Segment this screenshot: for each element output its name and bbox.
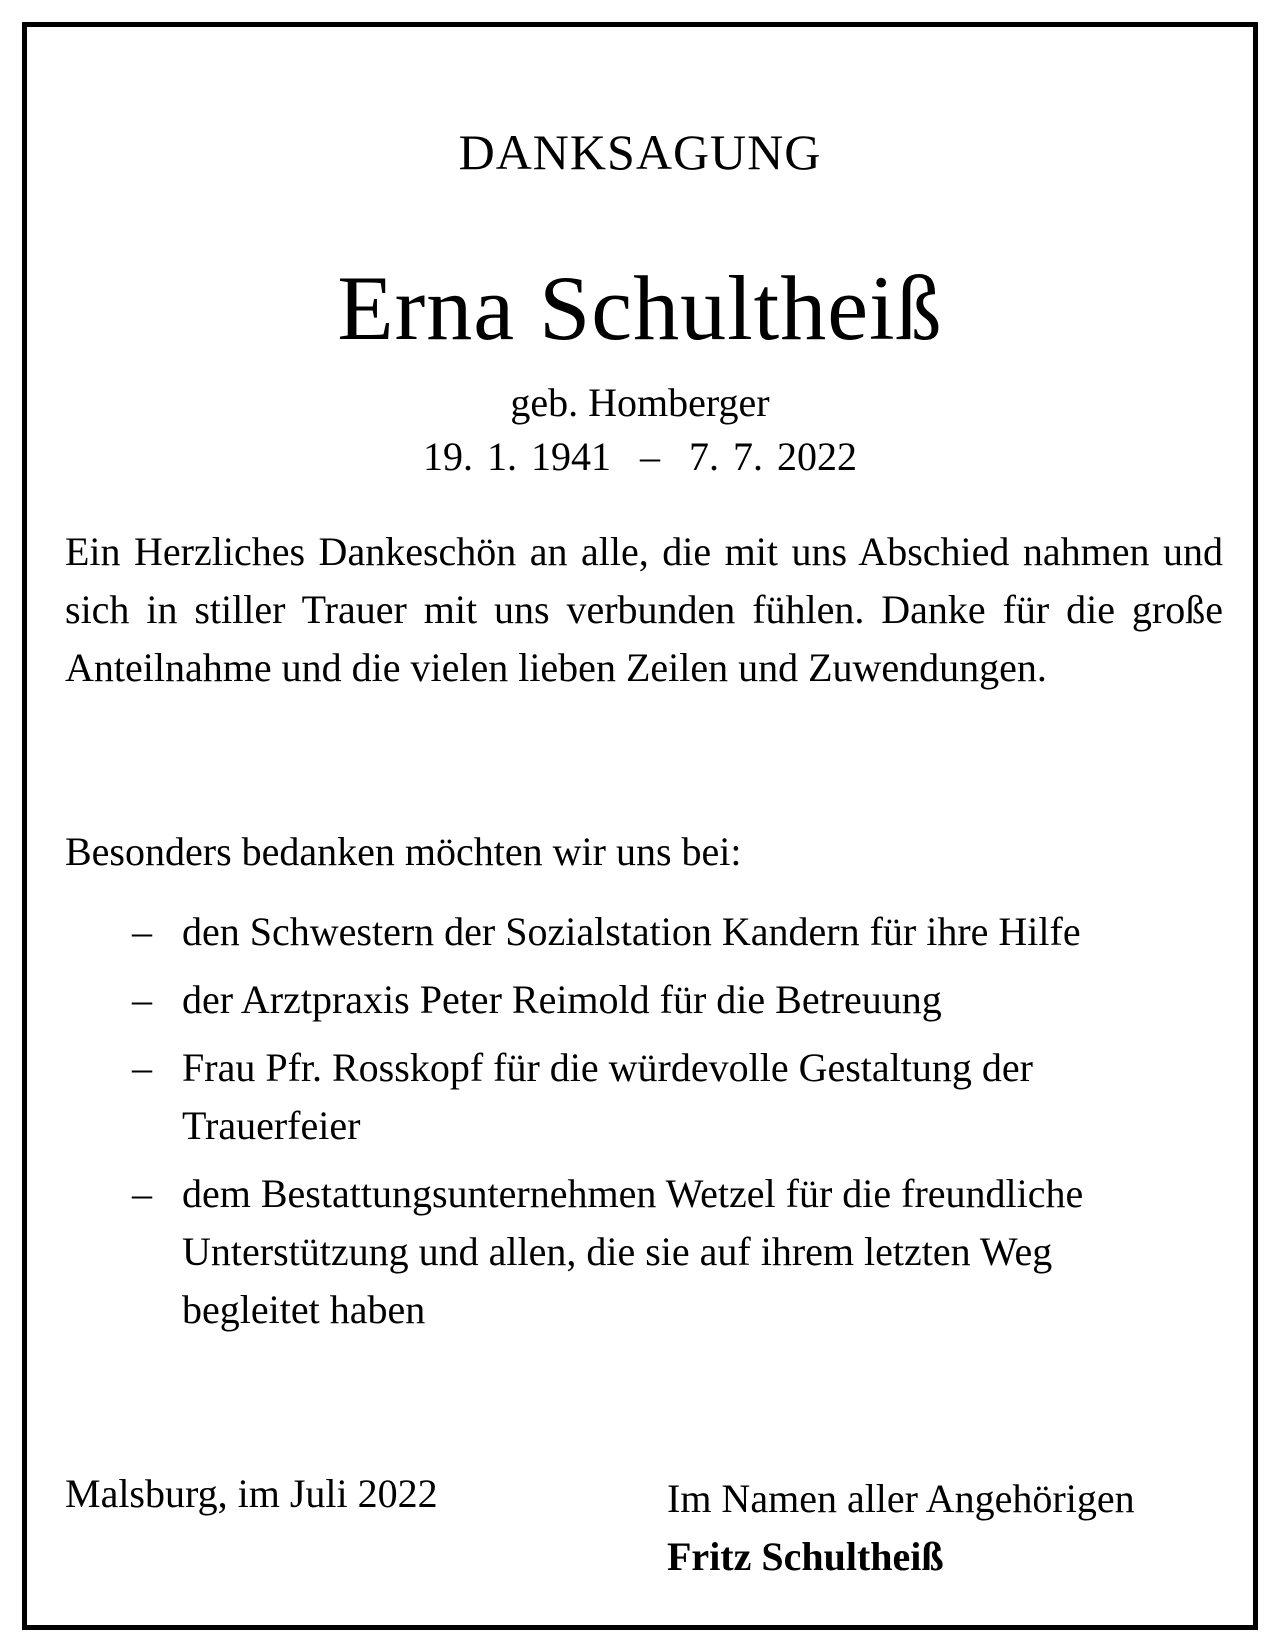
place-and-date: Malsburg, im Juli 2022 [65, 1471, 438, 1516]
death-date: 7. 7. 2022 [689, 434, 857, 479]
list-item-text: dem Bestattungsunternehmen Wetzel für die freundliche Unterstützung und allen, die sie auf ihrem letzten Weg begleitet haben [182, 1171, 1084, 1332]
notice-frame [22, 22, 1258, 1630]
list-item [132, 903, 1152, 961]
list-item [132, 1165, 1152, 1339]
signer-name: Fritz Schultheiß [667, 1534, 944, 1579]
list-dash: – [132, 977, 152, 1022]
special-thanks-list [132, 903, 1152, 1349]
date-separator: – [640, 434, 660, 479]
life-dates [27, 433, 1253, 480]
notice-heading: DANKSAGUNG [458, 124, 822, 180]
birth-date: 19. 1. 1941 [423, 434, 611, 479]
deceased-name: Erna Schultheiß [337, 257, 943, 359]
list-item-text: Frau Pfr. Rosskopf für die würdevolle Gestaltung der Trauerfeier [182, 1045, 1033, 1148]
special-thanks-intro: Besonders bedanken möchten wir uns bei: [65, 829, 742, 874]
list-item [132, 971, 1152, 1029]
list-item [132, 1039, 1152, 1155]
list-item-text: den Schwestern der Sozialstation Kandern für ihre Hilfe [182, 909, 1081, 954]
thanks-paragraph: Ein Herzliches Dankeschön an alle, die mit uns Abschied nahmen und sich in stiller Trauer mit uns verbunden fühlen. Danke für die große Anteilnahme und die vielen lieben Zeilen und Zuwendungen. [65, 529, 1223, 690]
list-dash: – [132, 909, 152, 954]
list-dash: – [132, 1045, 152, 1090]
list-item-text: der Arztpraxis Peter Reimold für die Betreuung [182, 977, 942, 1022]
signoff [667, 1470, 1135, 1586]
maiden-name: geb. Homberger [510, 380, 770, 425]
on-behalf-line: Im Namen aller Angehörigen [667, 1476, 1135, 1521]
list-dash: – [132, 1171, 152, 1216]
